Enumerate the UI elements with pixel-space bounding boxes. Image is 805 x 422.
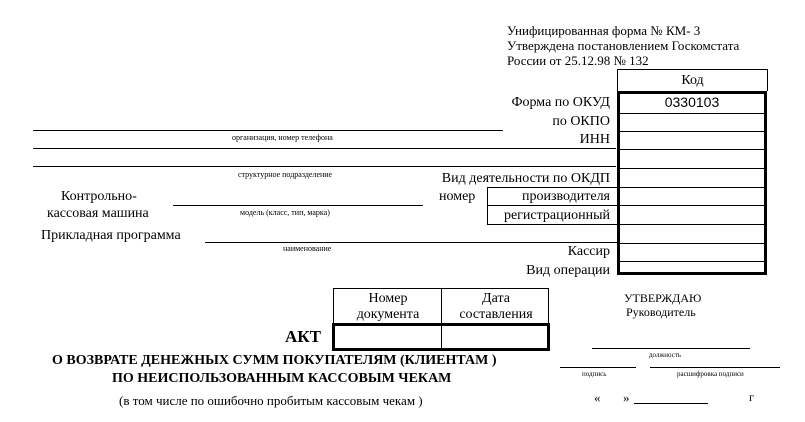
doc-table-divider <box>441 326 442 348</box>
name-caption: наименование <box>283 244 332 253</box>
approve-label: УТВЕРЖДАЮ <box>624 291 702 305</box>
signature-caption: подпись <box>582 370 607 378</box>
decode-caption: расшифровка подписи <box>677 370 744 378</box>
document-subtitle: (в том числе по ошибочно пробитым кассовым чекам ) <box>119 393 423 408</box>
day-quote-close: » <box>623 390 630 405</box>
okud-code-value: 0330103 <box>664 94 720 110</box>
kkm-model-field-line <box>173 205 423 206</box>
decode-field-line <box>650 367 780 368</box>
unit-caption: структурное подразделение <box>238 170 333 179</box>
number-table-line <box>487 205 617 206</box>
doc-date-header: Дата составления <box>459 291 533 322</box>
code-row-divider <box>619 168 767 169</box>
inn-label: ИНН <box>579 132 610 147</box>
unit-field-line <box>33 166 616 167</box>
approval-line: Утверждена постановлением Госкомстата <box>507 38 740 53</box>
okud-label: Форма по ОКУД <box>511 95 610 110</box>
kkm-label-2: кассовая машина <box>47 206 149 221</box>
organization-field-line <box>33 130 503 131</box>
number-table-line <box>487 187 617 188</box>
okpo-label: по ОКПО <box>552 114 610 129</box>
code-box <box>617 91 767 275</box>
approval-date-line: России от 25.12.98 № 132 <box>507 53 649 68</box>
document-title-line1: О ВОЗВРАТЕ ДЕНЕЖНЫХ СУММ ПОКУПАТЕЛЯМ (КЛИЕНТАМ ) <box>52 353 497 368</box>
act-title: АКТ <box>285 327 321 346</box>
cashier-label: Кассир <box>567 244 610 259</box>
code-row-divider <box>619 113 767 114</box>
operation-type-label: Вид операции <box>526 263 610 278</box>
number-label: номер <box>439 189 476 204</box>
position-field-line <box>592 348 750 349</box>
month-field-line <box>634 403 708 404</box>
day-quote-open: « <box>594 390 601 405</box>
manufacturer-label: производителя <box>522 189 610 204</box>
code-row-divider <box>619 149 767 150</box>
head-label: Руководитель <box>626 305 696 319</box>
signature-field-line <box>560 367 636 368</box>
code-row-divider <box>619 243 767 244</box>
doc-number-header: Номер документа <box>356 291 420 322</box>
okdp-label: Вид деятельности по ОКДП <box>441 171 610 186</box>
number-table-line <box>487 224 617 225</box>
position-caption: должность <box>649 351 682 359</box>
code-row-divider <box>619 187 767 188</box>
code-row-divider <box>619 261 767 262</box>
code-row-divider <box>619 205 767 206</box>
model-caption: модель (класс, тип, марка) <box>240 208 330 217</box>
code-row-divider <box>619 224 767 225</box>
program-field-line <box>205 242 617 243</box>
number-table-line <box>487 187 488 224</box>
organization-caption: организация, номер телефона <box>232 133 333 142</box>
year-suffix: г <box>749 390 754 404</box>
registration-label: регистрационный <box>503 208 610 223</box>
organization-field-line-2 <box>33 148 616 149</box>
code-column-header: Код <box>617 69 768 91</box>
doc-table-divider <box>441 288 442 324</box>
document-title-line2: ПО НЕИСПОЛЬЗОВАННЫМ КАССОВЫМ ЧЕКАМ <box>112 371 452 386</box>
kkm-label-1: Контрольно- <box>61 189 137 204</box>
program-label: Прикладная программа <box>41 228 181 243</box>
form-code-line: Унифицированная форма № КМ- 3 <box>507 23 701 38</box>
code-row-divider <box>619 131 767 132</box>
